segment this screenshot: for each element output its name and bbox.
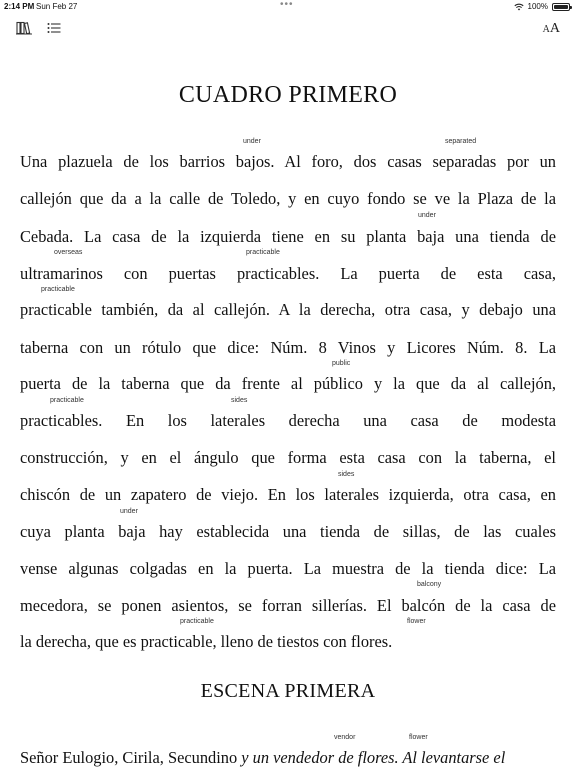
gloss-label: separated (445, 138, 477, 145)
chapter-title: CUADRO PRIMERO (178, 82, 398, 108)
gloss-label: practicable (50, 397, 84, 404)
text-line[interactable]: chiscón de un zapatero de viejo. En los laterales izquierda, otra casa, en (20, 485, 556, 504)
gloss-label: practicable (41, 286, 75, 293)
text-line[interactable]: puerta de la taberna que da frente al público y la que da al callejón, (20, 374, 556, 393)
gloss-label: sides (338, 471, 355, 478)
text-line[interactable]: construcción, y en el ángulo que forma esta casa con la taberna, el (20, 448, 556, 467)
gloss-label: under (120, 508, 138, 515)
gloss-label: flower (409, 734, 428, 741)
gloss-label: under (418, 212, 436, 219)
text-line[interactable]: vense algunas colgadas en la puerta. La muestra de la tienda dice: La (20, 559, 556, 578)
font-small-a: A (542, 24, 550, 35)
gloss-label: practicable (180, 618, 214, 625)
text-line[interactable]: cuya planta baja hay establecida una tienda de sillas, de las cuales (20, 522, 556, 541)
text-line[interactable]: Cebada. La casa de la izquierda tiene en su planta baja una tienda de (20, 227, 556, 246)
text-line[interactable]: taberna con un rótulo que dice: Núm. 8 Vinos y Licores Núm. 8. La (20, 338, 556, 357)
more-dots-icon[interactable]: ••• (280, 0, 294, 10)
text-line[interactable]: Una plazuela de los barrios bajos. Al foro, dos casas separadas por un (20, 152, 556, 171)
battery-icon (552, 3, 570, 11)
text-line[interactable]: practicable también, da al callejón. A la derecha, otra casa, y debajo una (20, 300, 556, 319)
wifi-icon (514, 3, 524, 11)
gloss-label: vendor (334, 734, 356, 741)
gloss-label: flower (407, 618, 426, 625)
scene-direction: y un vendedor de flores. Al levantarse el (241, 748, 506, 767)
text-line[interactable]: ultramarinos con puertas practicables. La puerta de esta casa, (20, 264, 556, 283)
scene-title: ESCENA PRIMERA (200, 680, 376, 702)
font-settings-button[interactable] (543, 19, 560, 37)
scene-characters: Señor Eulogio, Cirila, Secundino (20, 748, 242, 767)
gloss-label: sides (231, 397, 248, 404)
status-date: Sun Feb 27 (36, 2, 78, 11)
gloss-label: under (243, 138, 261, 145)
battery-percent: 100% (527, 2, 548, 11)
text-line[interactable]: practicables. En los laterales derecha una casa de modesta (20, 411, 556, 430)
gloss-label: practicable (246, 249, 280, 256)
text-line[interactable] (20, 748, 556, 768)
gloss-label: balcony (417, 581, 442, 588)
gloss-label: public (332, 360, 351, 367)
gloss-label: overseas (54, 249, 83, 256)
status-right (514, 2, 570, 11)
status-time: 2:14 PM (4, 2, 35, 11)
text-line[interactable]: mecedora, se ponen asientos, se forran sillerías. El balcón de la casa de (20, 596, 556, 615)
status-bar (0, 0, 576, 14)
text-line[interactable]: callejón que da a la calle de Toledo, y en cuyo fondo se ve la Plaza de la (20, 189, 556, 208)
library-icon[interactable] (15, 20, 33, 36)
font-big-a: A (549, 21, 560, 36)
table-of-contents-icon[interactable] (45, 20, 63, 36)
text-line[interactable]: la derecha, que es practicable, lleno de tiestos con flores. (20, 632, 393, 651)
